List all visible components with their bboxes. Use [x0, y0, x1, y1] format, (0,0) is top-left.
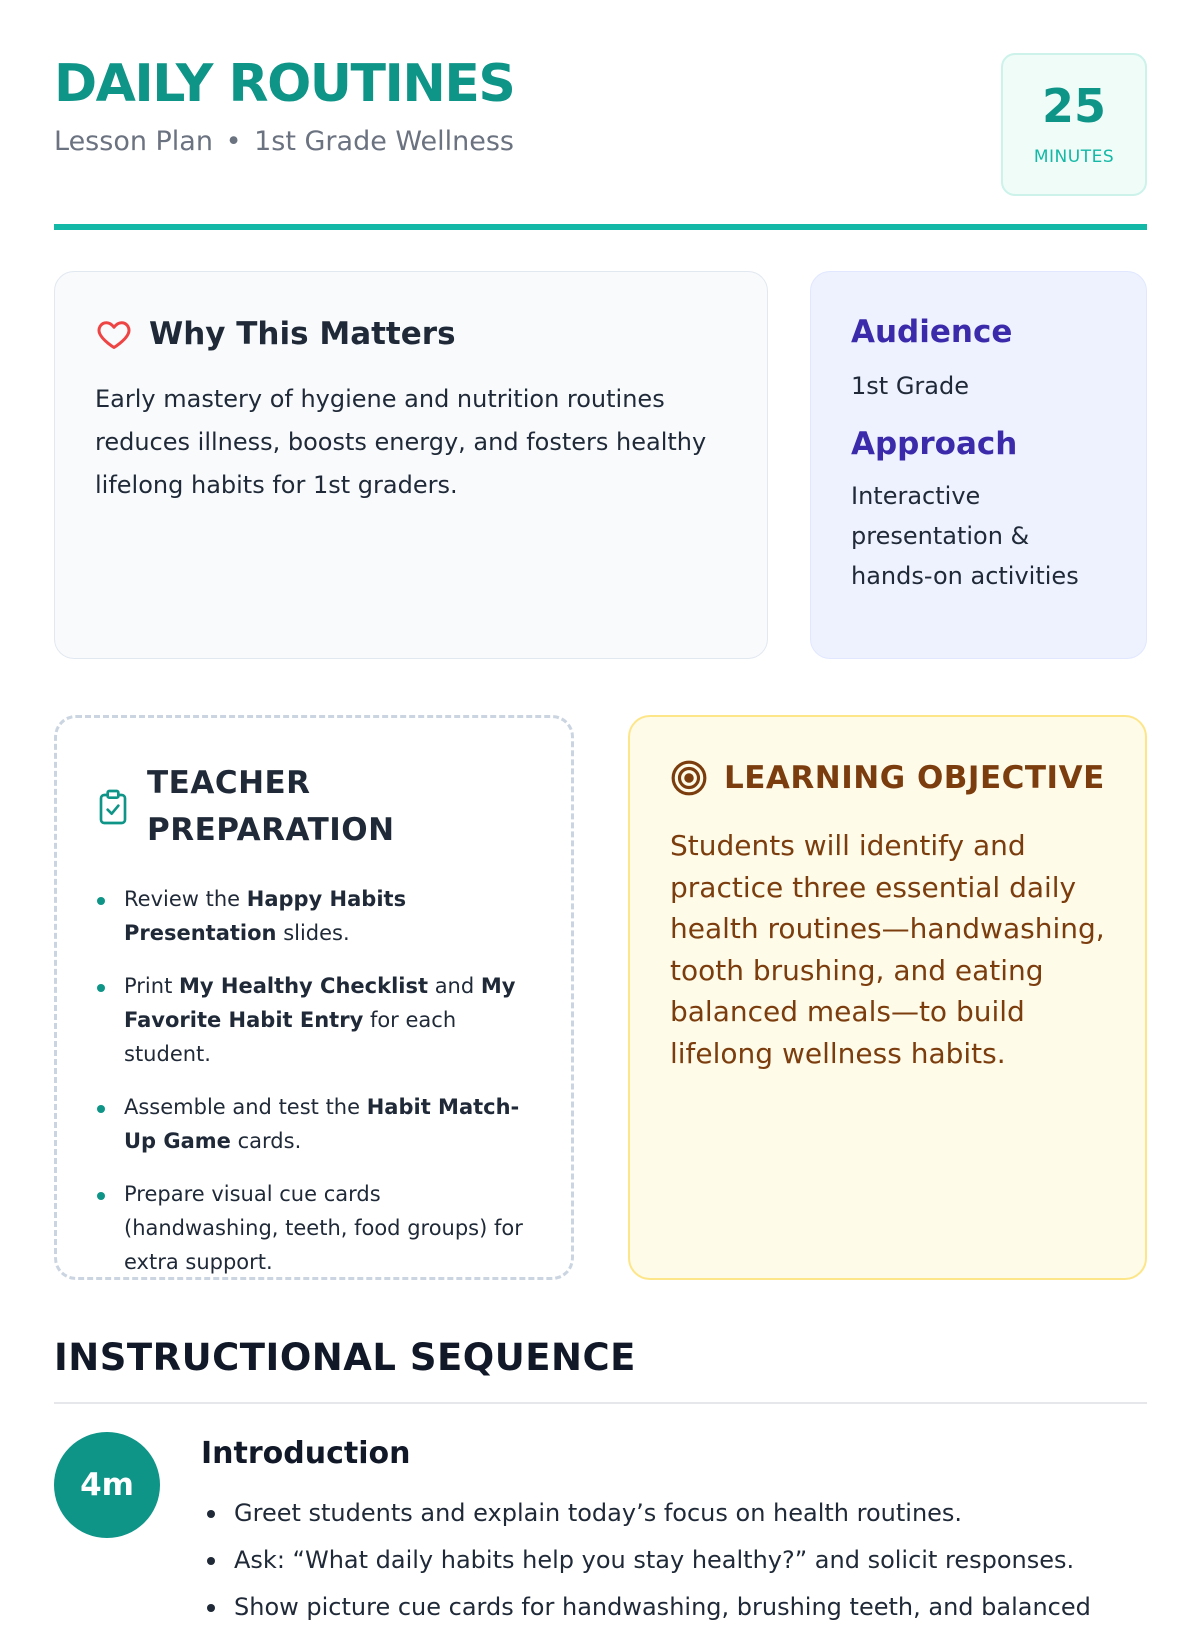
- prep-title-line2: PREPARATION: [147, 812, 395, 848]
- objective-body: Students will identify and practice three essential daily health routines—handwashing, tooth brushing, and eating balanced meals—to build lifelong wellness habits.: [670, 829, 1105, 1070]
- step-item: Ask: “What daily habits help you stay healthy?” and solicit responses.: [201, 1537, 1147, 1584]
- teacher-prep-card: [54, 715, 574, 1280]
- duration-value: 25: [1041, 79, 1106, 133]
- audience-card: [810, 271, 1147, 659]
- target-icon: [670, 759, 708, 797]
- duration-unit: MINUTES: [1033, 147, 1115, 167]
- audience-label: Audience: [851, 314, 1013, 350]
- why-body: Early mastery of hygiene and nutrition routines reduces illness, boosts energy, and fosters healthy lifelong habits for 1st graders.: [95, 385, 707, 499]
- step-list: [201, 1490, 1147, 1631]
- why-card: [54, 271, 768, 659]
- page-subtitle: [54, 126, 514, 157]
- prep-item: Prepare visual cue cards (handwashing, teeth, food groups) for extra support.: [97, 1177, 531, 1279]
- approach-value: Interactive presentation & hands-on activities: [851, 482, 1079, 590]
- prep-list: [97, 882, 531, 1279]
- step-item: Greet students and explain today’s focus on health routines.: [201, 1490, 1147, 1537]
- why-title: Why This Matters: [149, 316, 456, 352]
- sequence-divider: [54, 1402, 1147, 1404]
- subtitle-grade: 1st Grade Wellness: [254, 126, 514, 157]
- header-divider: [54, 224, 1147, 230]
- prep-title: [147, 760, 395, 854]
- objective-title: LEARNING OBJECTIVE: [724, 760, 1105, 796]
- why-header: [95, 316, 727, 352]
- sequence-title: INSTRUCTIONAL SEQUENCE: [54, 1336, 636, 1379]
- step-item: Show picture cue cards for handwashing, brushing teeth, and balanced: [201, 1584, 1147, 1631]
- learning-objective-card: [628, 715, 1147, 1280]
- page-title: DAILY ROUTINES: [54, 54, 515, 114]
- step-title: Introduction: [201, 1436, 411, 1471]
- prep-title-line1: TEACHER: [147, 765, 311, 801]
- step-duration-badge: 4m: [54, 1432, 160, 1538]
- subtitle-lesson: Lesson Plan: [54, 126, 213, 157]
- subtitle-separator: •: [225, 126, 242, 157]
- duration-badge: [1001, 53, 1147, 196]
- prep-item: Review the Happy Habits Presentation slides.: [97, 882, 531, 950]
- audience-value: 1st Grade: [851, 372, 969, 400]
- prep-header: [97, 760, 531, 854]
- approach-label: Approach: [851, 426, 1018, 462]
- objective-header: [670, 759, 1105, 797]
- heart-icon: [95, 316, 133, 352]
- prep-item: Assemble and test the Habit Match-Up Game cards.: [97, 1090, 531, 1158]
- clipboard-check-icon: [97, 788, 129, 826]
- prep-item: Print My Healthy Checklist and My Favorite Habit Entry for each student.: [97, 969, 531, 1071]
